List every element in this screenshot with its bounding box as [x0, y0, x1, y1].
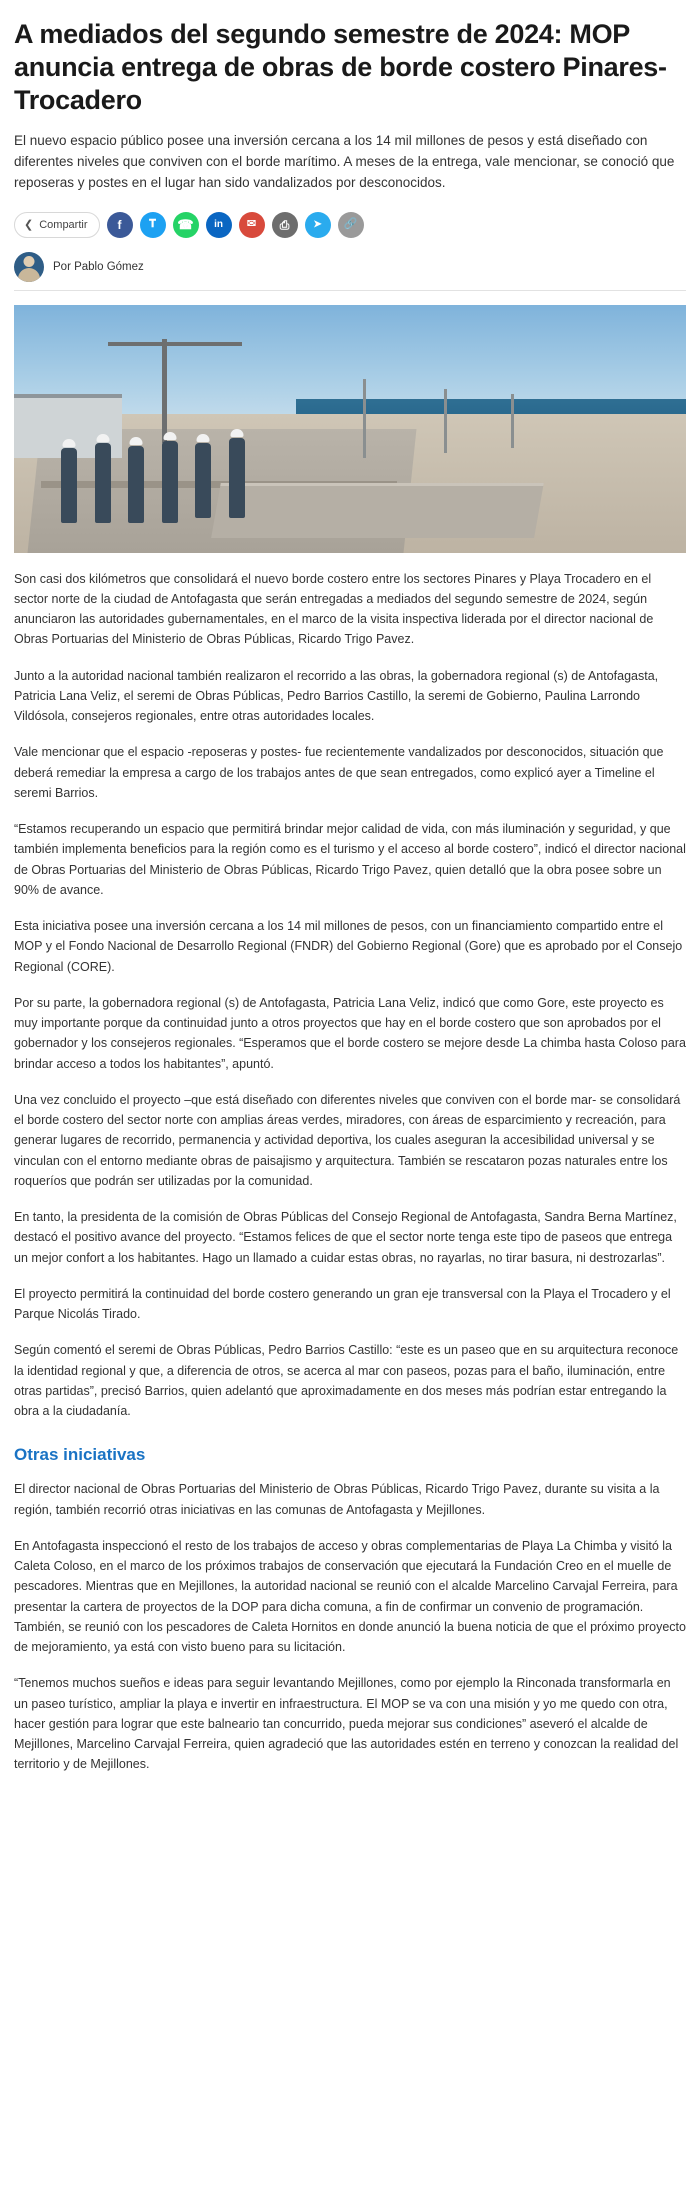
avatar: [14, 252, 44, 282]
telegram-icon[interactable]: ➤: [305, 212, 331, 238]
hero-person: [95, 443, 111, 522]
hero-concrete-wall: [211, 483, 543, 538]
hero-person: [61, 448, 77, 522]
article-paragraph: “Tenemos muchos sueños e ideas para seguir levantando Mejillones, como por ejemplo la Rinconada transformarla en un paseo turístico, ampliar la playa e invertir en infraestructura. El MOP se va con una misión y yo me quedo con otra, hacer gestión para lograr que este balneario tan concurrido, pueda mejorar sus condiciones” aseveró el alcalde de Mejillones, Marcelino Carvajal Ferreira, quien agradeció que las autoridades estén en terreno y conozcan la realidad del territorio y de Mejillones.: [14, 1676, 679, 1772]
article-paragraph: Una vez concluido el proyecto –que está diseñado con diferentes niveles que conviven con el borde mar- se consolidará el borde costero del sector norte con amplias áreas verdes, miradores, con áreas de esparcimiento y recreación, para generar lugares de recorrido, permanencia y actividad deportiva, los cuales aseguran la accesibilidad universal y se vinculan con el entorno mediante obras de paisajismo y arquitectura. También se rescataron pozas naturales entre los roqueríos que podrán ser utilizadas por la comunidad.: [14, 1092, 681, 1188]
article-paragraph: En Antofagasta inspeccionó el resto de los trabajos de acceso y obras complementarias de Playa La Chimba y visitó la Caleta Coloso, en el marco de los próximos trabajos de conservación que ejecutará la Fundación Creo en el muelle de pescadores. Mientras que en Mejillones, la autoridad nacional se reunió con el alcalde Marcelino Carvajal Ferreira, para presentar la cartera de proyectos de la DOP para dicha comuna, a fin de confirmar un convenio de programación. También, se reunió con los pescadores de Caleta Hornitos en donde anunció la buena noticia de que el próximo proyecto de mejoramiento, ya está con visto bueno para su licitación.: [14, 1538, 686, 1655]
email-icon[interactable]: ✉: [239, 212, 265, 238]
hero-person: [128, 446, 144, 523]
divider: [14, 290, 686, 291]
hero-pole: [511, 394, 514, 449]
article-paragraph: “Estamos recuperando un espacio que permitirá brindar mejor calidad de vida, con más iluminación y seguridad, y que también implementa beneficios para la región como es el turismo y el acceso al borde costero”, indicó el director nacional de Obras Portuarias del Ministerio de Obras Públicas, Ricardo Trigo Pavez, quien detalló que la obra posee sobre un 90% de avance.: [14, 822, 686, 897]
article-paragraph: El proyecto permitirá la continuidad del borde costero generando un gran eje transversal con la Playa el Trocadero y el Parque Nicolás Tirado.: [14, 1286, 671, 1322]
hero-pole: [444, 389, 447, 453]
article-paragraph: En tanto, la presidenta de la comisión de Obras Públicas del Consejo Regional de Antofagasta, Sandra Berna Martínez, destacó el positivo avance del proyecto. “Estamos felices de que el sector norte tenga este tipo de paseos que entrega un mejor confort a los habitantes. Hago un llamado a cuidar estas obras, no rayarlas, no tirar basura, ni destrozarlas”.: [14, 1210, 677, 1265]
hero-image: [14, 305, 686, 553]
twitter-icon[interactable]: 𝐓: [140, 212, 166, 238]
article-paragraph: Por su parte, la gobernadora regional (s) de Antofagasta, Patricia Lana Veliz, indicó que como Gore, este proyecto es muy importante porque da continuidad junto a otros proyectos que hay en el borde costero que son aprobados por el gobernador y los consejeros regionales. “Esperamos que el borde costero se mejore desde La chimba hasta Coloso para brindar acceso a todos los habitantes”, apuntó.: [14, 995, 686, 1071]
whatsapp-icon[interactable]: ☎: [173, 212, 199, 238]
byline: [14, 252, 686, 282]
article-paragraph: Son casi dos kilómetros que consolidará el nuevo borde costero entre los sectores Pinares y Playa Trocadero en el sector norte de la ciudad de Antofagasta que serán entregadas a mediados del segundo semestre de 2024, según anunciaron las autoridades gubernamentales, en el marco de la visita inspectiva liderada por el director nacional de Obras Portuarias del Ministerio de Obras Públicas, Ricardo Trigo Pavez.: [14, 571, 654, 647]
hero-person: [162, 441, 178, 523]
hero-crane-mast: [162, 339, 167, 443]
share-bar: [14, 212, 686, 238]
print-icon[interactable]: ⎙: [272, 212, 298, 238]
article-paragraph: Vale mencionar que el espacio -reposeras y postes- fue recientemente vandalizados por desconocidos, situación que deberá remediar la empresa a cargo de los trabajos antes de que sean entregados, como explicó ayer a Timeline el seremi Barrios.: [14, 745, 664, 800]
hero-person: [229, 438, 245, 517]
section-heading: Otras iniciativas: [14, 1445, 146, 1465]
article-paragraph: Esta iniciativa posee una inversión cercana a los 14 mil millones de pesos, con un financiamiento compartido entre el MOP y el Fondo Nacional de Desarrollo Regional (FNDR) del Gobierno Regional (Gore) que es aprobado por el Consejo Regional (CORE).: [14, 919, 683, 974]
article-paragraph: Junto a la autoridad nacional también realizaron el recorrido a las obras, la gobernadora regional (s) de Antofagasta, Patricia Lana Veliz, el seremi de Obras Públicas, Pedro Barrios Castillo, la seremi de Gobierno, Paulina Larrondo Vildósola, consejeros regionales, entre otras autoridades locales.: [14, 668, 659, 724]
hero-person: [195, 443, 211, 517]
hero-pole: [363, 379, 366, 458]
share-icon: ❮: [24, 219, 34, 232]
article-lead: El nuevo espacio público posee una inversión cercana a los 14 mil millones de pesos y está diseñado con diferentes niveles que conviven con el borde marítimo. A meses de la entrega, vale mencionar, se conoció que reposeras y postes en el lugar han sido vandalizados por desconocidos.: [14, 132, 675, 190]
facebook-icon[interactable]: f: [107, 212, 133, 238]
share-button-label: Compartir: [39, 218, 88, 231]
article-paragraph: El director nacional de Obras Portuarias del Ministerio de Obras Públicas, Ricardo Trigo Pavez, durante su visita a la región, también recorrió otras iniciativas en las comunas de Antofagasta y Mejillones.: [14, 1482, 660, 1517]
linkedin-icon[interactable]: in: [206, 212, 232, 238]
copy-link-icon[interactable]: 🔗: [338, 212, 364, 238]
share-button[interactable]: [14, 212, 100, 238]
hero-crane-arm: [108, 342, 242, 346]
byline-author: Por Pablo Gómez: [53, 260, 144, 273]
page-title: A mediados del segundo semestre de 2024: MOP anuncia entrega de obras de borde costero Pinares-Trocadero: [14, 19, 667, 115]
article-paragraph: Según comentó el seremi de Obras Públicas, Pedro Barrios Castillo: “este es un paseo que en su arquitectura reconoce la identidad regional y que, a diferencia de otros, se acerca al mar con paseos, pozas para el baño, iluminación, entre otras partidas”, precisó Barrios, quien adelantó que aproximadamente en dos meses más podrían estar entregando la obra a la ciudadanía.: [14, 1343, 679, 1419]
